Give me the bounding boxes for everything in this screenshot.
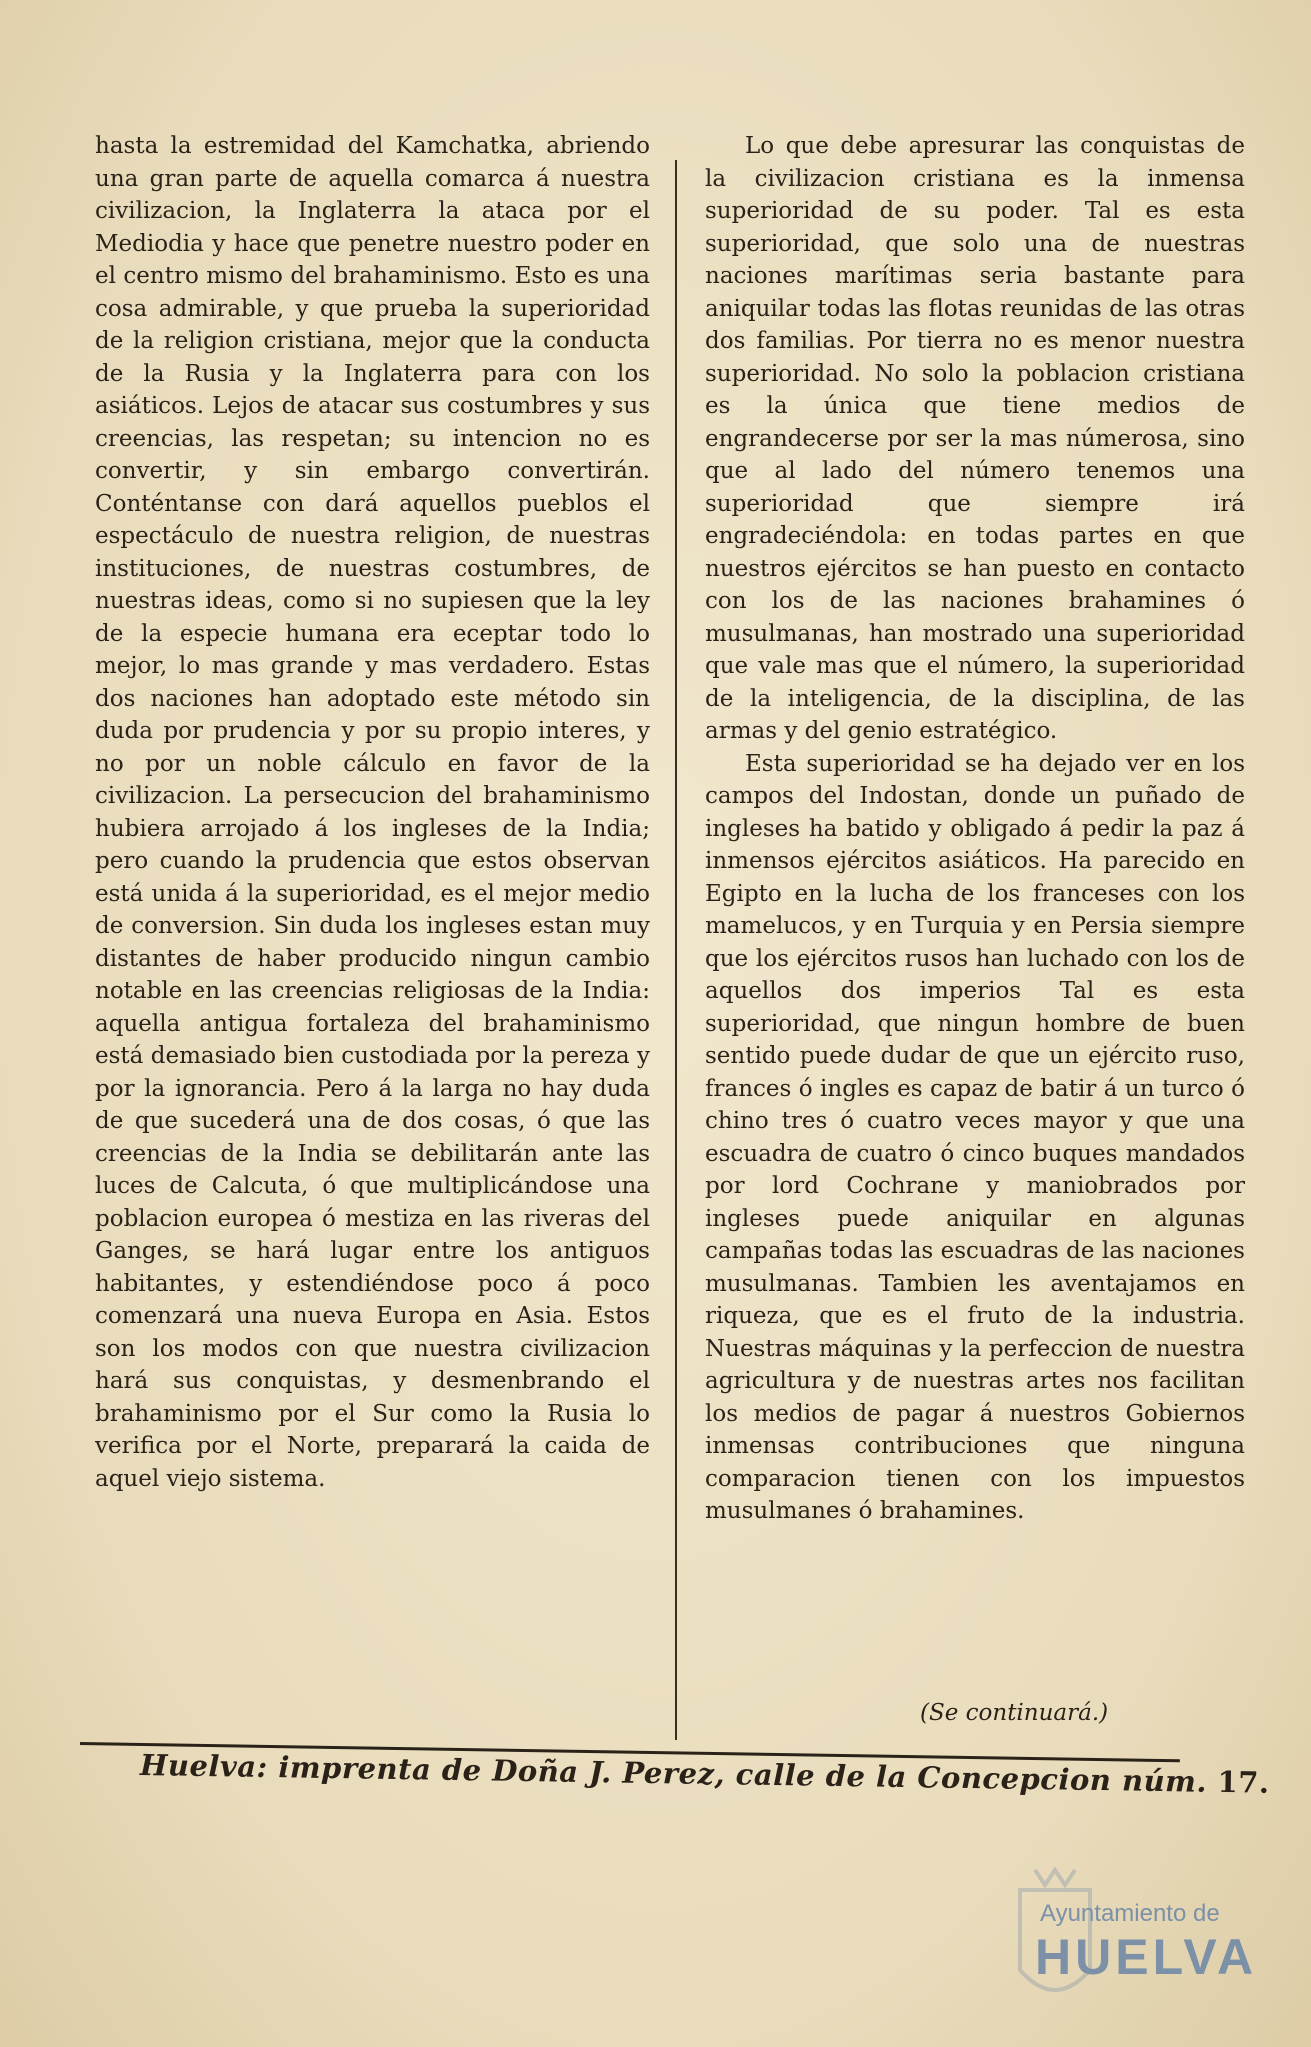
- right-paragraph-1: Lo que debe apresurar las conquistas de la civilizacion cristiana es la inmensa superioridad de su poder. Tal es esta superioridad, que solo una de nuestras naciones marítimas seria bastante para aniquilar todas las flotas reunidas de las otras dos familias. Por tierra no es menor nuestra superioridad. No solo la poblacion cristiana es la única que tiene medios de engrandecerse por ser la mas númerosa, sino que al lado del número tenemos una superioridad que siempre irá engradeciéndola: en todas partes en que nuestros ejércitos se han puesto en contacto con los de las naciones brahamines ó musulmanas, han mostrado una superioridad que vale mas que el número, la superioridad de la inteligencia, de la disciplina, de las armas y del genio estratégico.: [705, 133, 1245, 744]
- watermark-line2: HUELVA: [1035, 1929, 1258, 1985]
- imprint-text: Huelva: imprenta de Doña J. Perez, calle de la Concepcion núm.: [139, 1748, 1208, 1799]
- column-divider: [675, 160, 677, 1740]
- page-number: 17.: [1217, 1764, 1270, 1800]
- left-paragraph-1: hasta la estremidad del Kamchatka, abriendo una gran parte de aquella comarca á nuestra civilizacion, la Inglaterra la ataca por el Mediodia y hace que penetre nuestro poder en el centro mismo del brahaminismo. Esto es una cosa admirable, y que prueba la superioridad de la religion cristiana, mejor que la conducta de la Rusia y la Inglaterra para con los asiáticos. Lejos de atacar sus costumbres y sus creencias, las respetan; su intencion no es convertir, y sin embargo convertirán. Conténtanse con dará aquellos pueblos el espectáculo de nuestra religion, de nuestras instituciones, de nuestras costumbres, de nuestras ideas, como si no supiesen que la ley de la especie humana era eceptar todo lo mejor, lo mas grande y mas verdadero. Estas dos naciones han adoptado este método sin duda por prudencia y por su propio interes, y no por un noble cálculo en favor de la civilizacion. La persecucion del brahaminismo hubiera arrojado á los ingleses de la India; pero cuando la prudencia que estos observan está unida á la superioridad, es el mejor medio de conversion. Sin duda los ingleses estan muy distantes de haber producido ningun cambio notable en las creencias religiosas de la India: aquella antigua fortaleza del brahaminismo está demasiado bien custodiada por la pereza y por la ignorancia. Pero á la larga no hay duda de que sucederá una de dos cosas, ó que las creencias de la India se debilitarán ante las luces de Calcuta, ó que multiplicándose una poblacion europea ó mestiza en las riveras del Ganges, se hará lugar entre los antiguos habitantes, y estendiéndose poco á poco comenzará una nueva Europa en Asia. Estos son los modos con que nuestra civilizacion hará sus conquistas, y desmenbrando el brahaminismo por el Sur como la Rusia lo verifica por el Norte, preparará la caida de aquel viejo sistema.: [95, 133, 650, 1492]
- continued-note: (Se continuará.): [920, 1700, 1109, 1726]
- watermark-line1: Ayuntamiento de: [1040, 1900, 1220, 1927]
- left-column: [95, 130, 650, 1495]
- right-paragraph-2: Esta superioridad se ha dejado ver en los campos del Indostan, donde un puñado de ingleses ha batido y obligado á pedir la paz á inmensos ejércitos asiáticos. Ha parecido en Egipto en la lucha de los franceses con los mamelucos, y en Turquia y en Persia siempre que los ejércitos rusos han luchado con los de aquellos dos imperios Tal es esta superioridad, que ningun hombre de buen sentido puede dudar de que un ejército ruso, frances ó ingles es capaz de batir á un turco ó chino tres ó cuatro veces mayor y que una escuadra de cuatro ó cinco buques mandados por lord Cochrane y maniobrados por ingleses puede aniquilar en algunas campañas todas las escuadras de las naciones musulmanas. Tambien les aventajamos en riqueza, que es el fruto de la industria. Nuestras máquinas y la perfeccion de nuestra agricultura y de nuestras artes nos facilitan los medios de pagar á nuestros Gobiernos inmensas contribuciones que ninguna comparacion tienen con los impuestos musulmanes ó brahamines.: [705, 750, 1245, 1524]
- right-column: [705, 130, 1245, 1528]
